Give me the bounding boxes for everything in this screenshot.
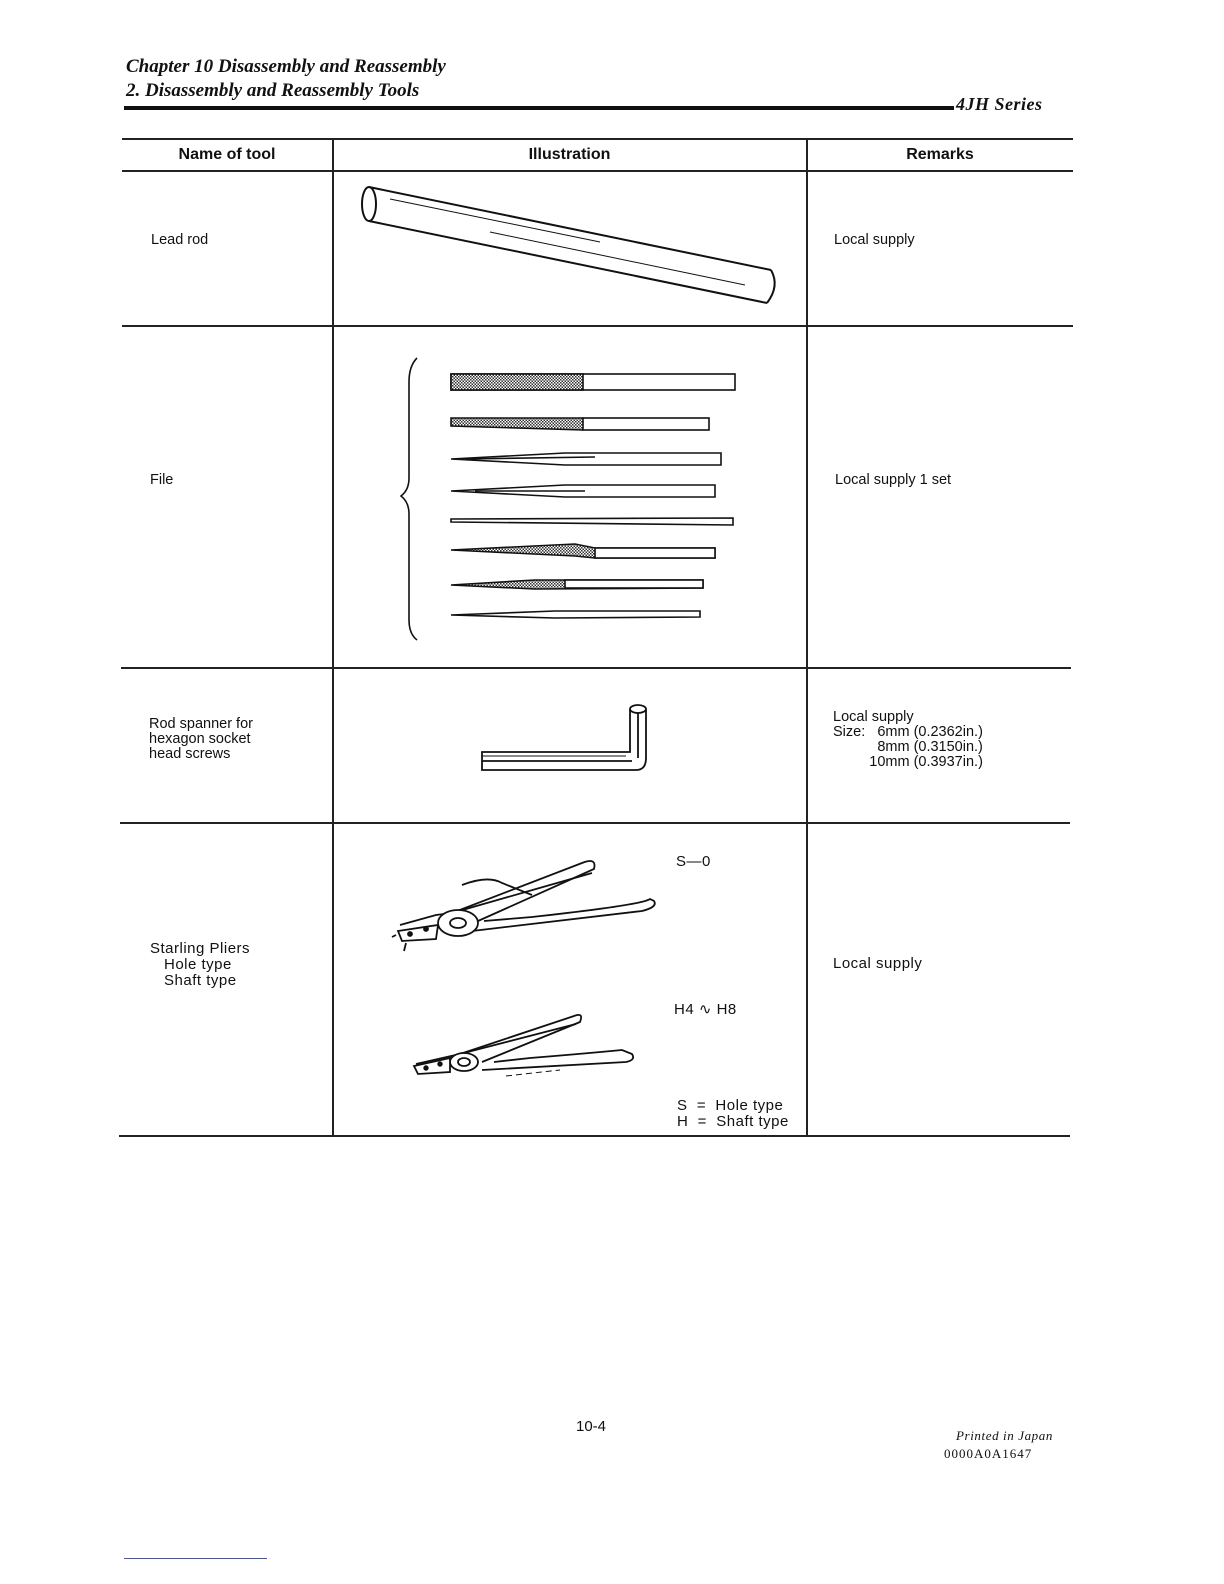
remarks-line: Local supply: [834, 232, 915, 248]
tool-name-line: Rod spanner for: [149, 716, 253, 732]
tool-name-starling-pliers: [150, 941, 250, 989]
label-h4-h8: H4 ∿ H8: [674, 1001, 737, 1018]
remarks-line: Local supply: [833, 709, 914, 725]
tool-name-line: Starling Pliers: [150, 940, 251, 957]
section-title: 2. Disassembly and Reassembly Tools: [126, 80, 420, 101]
tool-name-file: [150, 473, 173, 488]
remarks-line: Size: 6mm (0.2362in.): [833, 724, 983, 740]
row-divider: [121, 667, 1071, 669]
column-header-remarks: Remarks: [906, 146, 974, 163]
tool-name-line: hexagon socket: [149, 731, 251, 747]
file-set-illustration: [395, 352, 755, 642]
tool-name-rod-spanner: [149, 717, 253, 762]
tool-name-line: Hole type: [150, 956, 232, 973]
column-header-illustration: Illustration: [528, 146, 611, 163]
printed-in-label: Printed in Japan: [956, 1428, 1053, 1443]
remarks-rod-spanner: [833, 710, 983, 770]
lead-rod-illustration: [350, 182, 790, 312]
column-divider: [332, 138, 334, 1136]
table-header-rule: [122, 170, 1073, 172]
table-top-rule: [122, 138, 1073, 140]
tool-name-lead-rod: [151, 233, 208, 248]
table-bottom-rule: [119, 1135, 1070, 1137]
row-divider: [122, 325, 1073, 327]
remarks-starling-pliers: [833, 956, 922, 972]
series-label: 4JH Series: [956, 94, 1043, 114]
hole-pliers-illustration: [392, 855, 672, 955]
hex-key-illustration: [476, 700, 656, 775]
column-header-name: Name of tool: [178, 146, 276, 163]
chapter-title: Chapter 10 Disassembly and Reassembly: [126, 56, 446, 77]
tool-name-line: File: [150, 472, 174, 488]
label-s0: S—0: [676, 853, 711, 870]
row-divider: [120, 822, 1070, 824]
remarks-line: Local supply: [833, 955, 923, 972]
tool-name-line: head screws: [149, 746, 231, 762]
remarks-lead-rod: [834, 233, 915, 248]
remarks-line: 10mm (0.3937in.): [833, 754, 983, 770]
tool-name-line: Lead rod: [151, 232, 209, 248]
shaft-pliers-illustration: [410, 1010, 650, 1090]
remarks-line: Local supply 1 set: [835, 472, 952, 488]
page-number: 10-4: [576, 1418, 607, 1435]
label-shaft-type: H = Shaft type: [677, 1113, 789, 1130]
tool-name-line: Shaft type: [150, 972, 237, 989]
column-divider: [806, 138, 808, 1136]
document-code: 0000A0A1647: [944, 1446, 1033, 1461]
bottom-link-line: [124, 1558, 267, 1559]
label-hole-type: S = Hole type: [677, 1097, 784, 1114]
header-rule: [124, 106, 954, 110]
remarks-line: 8mm (0.3150in.): [833, 739, 983, 755]
remarks-file: [835, 473, 951, 488]
